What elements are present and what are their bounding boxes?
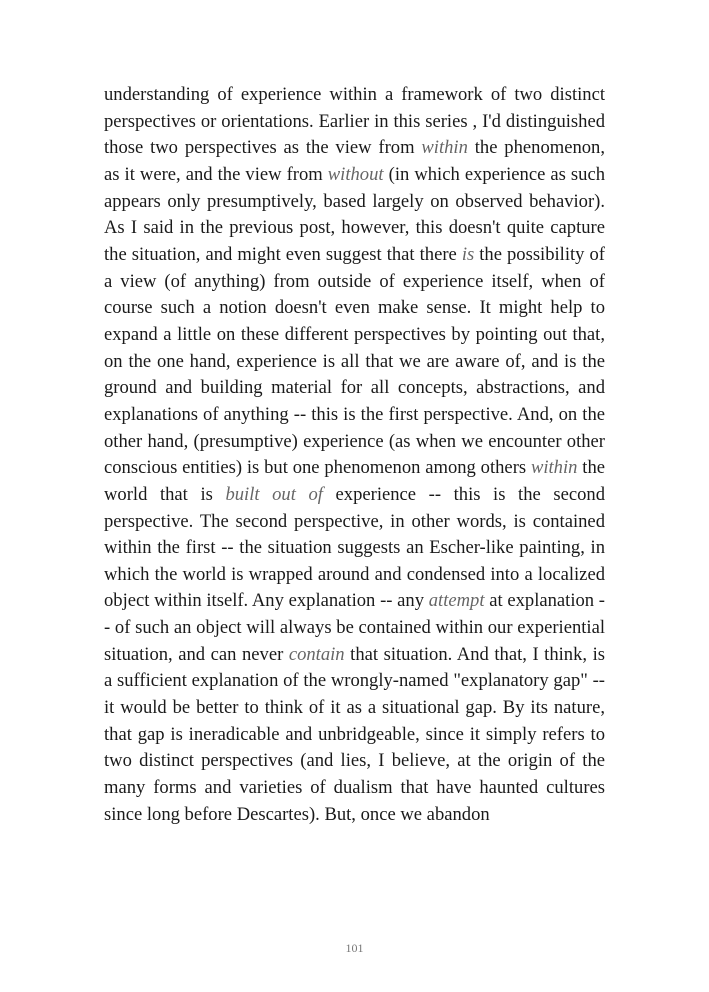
emphasis-built-out-of: built out of bbox=[225, 483, 323, 505]
text-segment: (in which experience as such appears only presumptively, based largely on observed behavior). As I said in the previous post, however, this doesn't quite capture the situation, and might even suggest that there bbox=[104, 163, 605, 265]
text-segment: at explanation -- of such an object will always be contained within our experiential situation, and can never bbox=[104, 590, 605, 665]
emphasis-within: within bbox=[421, 137, 468, 159]
emphasis-without: without bbox=[327, 163, 384, 185]
body-paragraph bbox=[104, 82, 605, 828]
emphasis-within-2: within bbox=[530, 457, 578, 479]
page-number: 101 bbox=[345, 941, 364, 955]
text-segment: experience -- this is the second perspective. The second perspective, in other words, is contained within the first -- the situation suggests an Escher-like painting, in which the world is wrapped around and condensed into a localized object within itself. Any explanation -- any bbox=[104, 483, 605, 612]
text-segment: the phenomenon, as it were, and the view from bbox=[104, 137, 605, 185]
emphasis-contain: contain bbox=[288, 643, 345, 665]
text-segment: that situation. And that, I think, is a sufficient explanation of the wrongly-named "explanatory gap" -- it would be better to think of it as a situational gap. By its nature, that gap is ineradicable and unbridgeable, since it simply refers to two distinct perspectives (and lies, I believe, at the origin of the many forms and varieties of dualism that have haunted cultures since long before Descartes). But, once we abandon bbox=[104, 643, 605, 825]
emphasis-attempt: attempt bbox=[428, 590, 485, 612]
text-segment: understanding of experience within a framework of two distinct perspectives or orientations. Earlier in this series , I'd distinguished those two perspectives as the view from bbox=[104, 84, 605, 159]
text-segment: the world that is bbox=[104, 457, 605, 505]
text-segment: the possibility of a view (of anything) from outside of experience itself, when of course such a notion doesn't even make sense. It might help to expand a little on these different perspectives by pointing out that, on the one hand, experience is all that we are aware of, and is the ground and building material for all concepts, abstractions, and explanations of anything -- this is the first perspective. And, on the other hand, (presumptive) experience (as when we encounter other conscious entities) is but one phenomenon among others bbox=[104, 243, 605, 479]
emphasis-is: is bbox=[461, 243, 475, 265]
